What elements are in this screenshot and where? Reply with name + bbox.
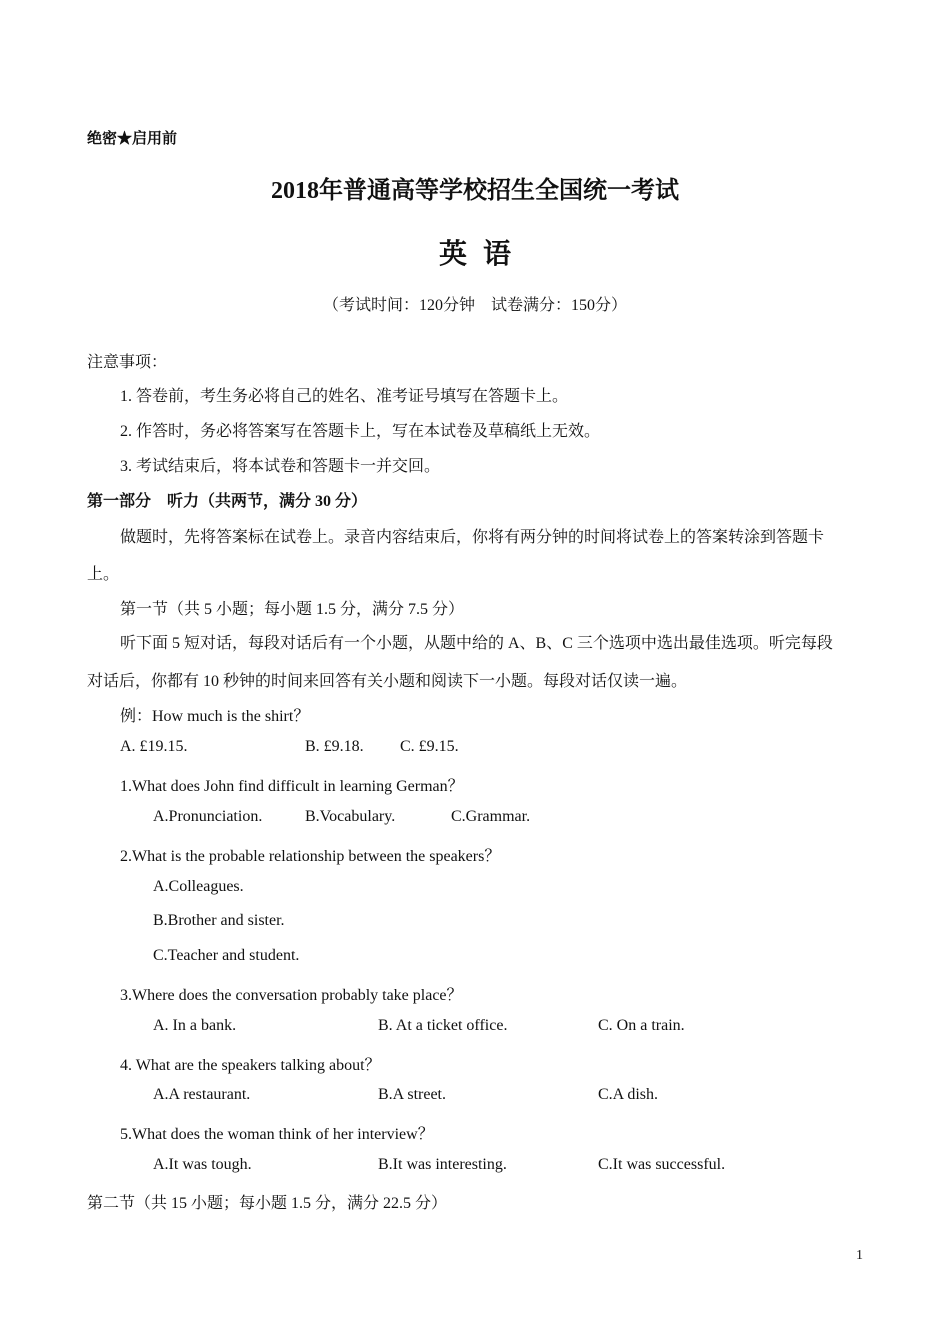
- question-1-option: A.Pronunciation.: [153, 808, 263, 825]
- question-3-option: C. On a train.: [598, 1017, 685, 1034]
- question-5: 5.What does the woman think of her interview？: [120, 1126, 434, 1143]
- question-2-option: A.Colleagues.: [153, 878, 244, 895]
- question-1-option: C.Grammar.: [451, 808, 531, 825]
- question-4-option: C.A dish.: [598, 1086, 659, 1103]
- question-2-option: C.Teacher and student.: [153, 947, 300, 964]
- notice-heading: 注意事项：: [87, 354, 168, 371]
- notice-item: 2. 作答时，务必将答案写在答题卡上，写在本试卷及草稿纸上无效。: [120, 423, 601, 440]
- secret-mark: 绝密★启用前: [87, 131, 178, 147]
- question-1-option: B.Vocabulary.: [305, 808, 396, 825]
- question-1: 1.What does John find difficult in learning German？: [120, 778, 464, 795]
- part1-heading: 第一部分 听力（共两节，满分 30 分）: [87, 493, 368, 510]
- question-4: 4. What are the speakers talking about？: [120, 1057, 381, 1074]
- section2-heading: 第二节（共 15 小题；每小题 1.5 分，满分 22.5 分）: [87, 1195, 448, 1212]
- question-5-option: C.It was successful.: [598, 1156, 726, 1173]
- example-question: 例：How much is the shirt？: [120, 708, 310, 725]
- question-3: 3.Where does the conversation probably take place？: [120, 987, 463, 1004]
- exam-title: 2018年普通高等学校招生全国统一考试: [271, 178, 679, 204]
- question-2: 2.What is the probable relationship between the speakers？: [120, 848, 501, 865]
- example-option: C. £9.15.: [400, 738, 459, 755]
- notice-item: 3. 考试结束后，将本试卷和答题卡一并交回。: [120, 458, 441, 475]
- part1-intro: 做题时，先将答案标在试卷上。录音内容结束后，你将有两分钟的时间将试卷上的答案转涂到答题卡: [120, 529, 825, 546]
- question-3-option: B. At a ticket office.: [378, 1017, 508, 1034]
- section1-heading: 第一节（共 5 小题；每小题 1.5 分，满分 7.5 分）: [120, 601, 465, 618]
- question-4-option: B.A street.: [378, 1086, 446, 1103]
- section1-instructions-cont: 对话后，你都有 10 秒钟的时间来回答有关小题和阅读下一小题。每段对话仅读一遍。: [87, 673, 688, 690]
- question-2-option: B.Brother and sister.: [153, 912, 285, 929]
- section1-instructions: 听下面 5 短对话，每段对话后有一个小题，从题中给的 A、B、C 三个选项中选出最佳选项。听完每段: [120, 635, 833, 652]
- example-option: B. £9.18.: [305, 738, 364, 755]
- example-option: A. £19.15.: [120, 738, 188, 755]
- page-number: 1: [856, 1248, 863, 1263]
- question-5-option: A.It was tough.: [153, 1156, 252, 1173]
- subject-title: 英语: [438, 239, 527, 270]
- question-3-option: A. In a bank.: [153, 1017, 237, 1034]
- part1-intro-cont: 上。: [87, 566, 120, 583]
- question-5-option: B.It was interesting.: [378, 1156, 507, 1173]
- exam-time-note: （考试时间：120分钟 试卷满分：150分）: [322, 297, 627, 314]
- question-4-option: A.A restaurant.: [153, 1086, 251, 1103]
- notice-item: 1. 答卷前，考生务必将自己的姓名、准考证号填写在答题卡上。: [120, 388, 569, 405]
